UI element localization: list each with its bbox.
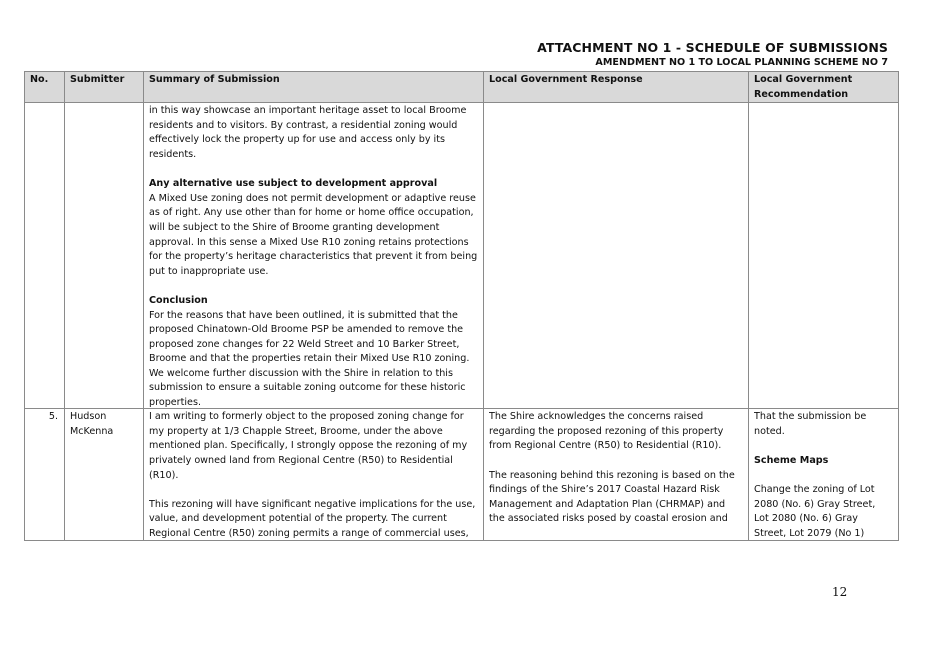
cell-recommendation <box>749 409 899 541</box>
cell-submitter: Hudson McKenna <box>65 409 144 541</box>
cell-no-empty <box>25 103 65 409</box>
summary-intro-text: in this way showcase an important heritage asset to local Broome residents and to visitors. By contrast, a residential zoning would effectively lock the property up for use and access only by its residents. <box>149 105 467 160</box>
summary-paragraph-1: I am writing to formerly object to the proposed zoning change for my property at 1/3 Chapple Street, Broome, under the above mentioned plan. Specifically, I strongly oppose the rezoning of my privately owned land from Regional Centre (R50) to Residential (R10). <box>149 411 468 481</box>
page-number: 12 <box>832 585 848 599</box>
recommendation-paragraph-2: Change the zoning of Lot 2080 (No. 6) Gray Street, Lot 2080 (No. 6) Gray Street, Lot 2079 (No 1) <box>754 484 876 539</box>
heading-conclusion: Conclusion <box>149 294 208 306</box>
cell-no: 5. <box>25 409 65 541</box>
cell-summary-continuation <box>144 103 484 409</box>
amendment-subtitle: AMENDMENT NO 1 TO LOCAL PLANNING SCHEME NO 7 <box>595 57 888 68</box>
cell-response <box>484 409 749 541</box>
heading-alternative-use: Any alternative use subject to development approval <box>149 178 438 190</box>
column-header-no: No. <box>25 72 65 103</box>
column-header-summary: Summary of Submission <box>144 72 484 103</box>
summary-paragraph-2: This rezoning will have significant negative implications for the use, value, and development potential of the property. The current Regional Centre (R50) zoning permits a range of commercial uses, <box>149 498 476 539</box>
attachment-title: ATTACHMENT NO 1 - SCHEDULE OF SUBMISSIONS <box>537 40 888 55</box>
response-paragraph-1: The Shire acknowledges the concerns raised regarding the proposed rezoning of this property from Regional Centre (R50) to Residential (R10). <box>489 411 724 452</box>
table-header-row <box>25 72 899 103</box>
cell-response-empty <box>484 103 749 409</box>
alternative-use-text: A Mixed Use zoning does not permit development or adaptive reuse as of right. Any use other than for home or home office occupation, will be subject to the Shire of Broome granting development approval. In this sense a Mixed Use R10 zoning retains protections for the property’s heritage characteristics that prevent it from being put to inappropriate use. <box>149 192 478 277</box>
cell-recommendation-empty <box>749 103 899 409</box>
submissions-table <box>24 71 899 541</box>
cell-submitter-empty <box>65 103 144 409</box>
conclusion-text: For the reasons that have been outlined, it is submitted that the proposed Chinatown-Old Broome PSP be amended to remove the proposed zone changes for 22 Weld Street and 10 Barker Street, Broome and that the properties retain their Mixed Use R10 zoning. We welcome further discussion with the Shire in relation to this submission to ensure a suitable zoning outcome for these historic properties. <box>149 309 470 409</box>
cell-summary <box>144 409 484 541</box>
table-row-continuation <box>25 103 899 409</box>
column-header-recommendation: Local Government Recommendation <box>749 72 899 103</box>
recommendation-paragraph-1: That the submission be noted. <box>754 411 867 437</box>
recommendation-heading-scheme-maps: Scheme Maps <box>754 454 829 466</box>
column-header-response: Local Government Response <box>484 72 749 103</box>
response-paragraph-2: The reasoning behind this rezoning is based on the findings of the Shire’s 2017 Coastal Hazard Risk Management and Adaptation Plan (CHRMAP) and the associated risks posed by coastal erosion and <box>489 469 735 525</box>
column-header-submitter: Submitter <box>65 72 144 103</box>
table-row-submission-5 <box>25 409 899 541</box>
